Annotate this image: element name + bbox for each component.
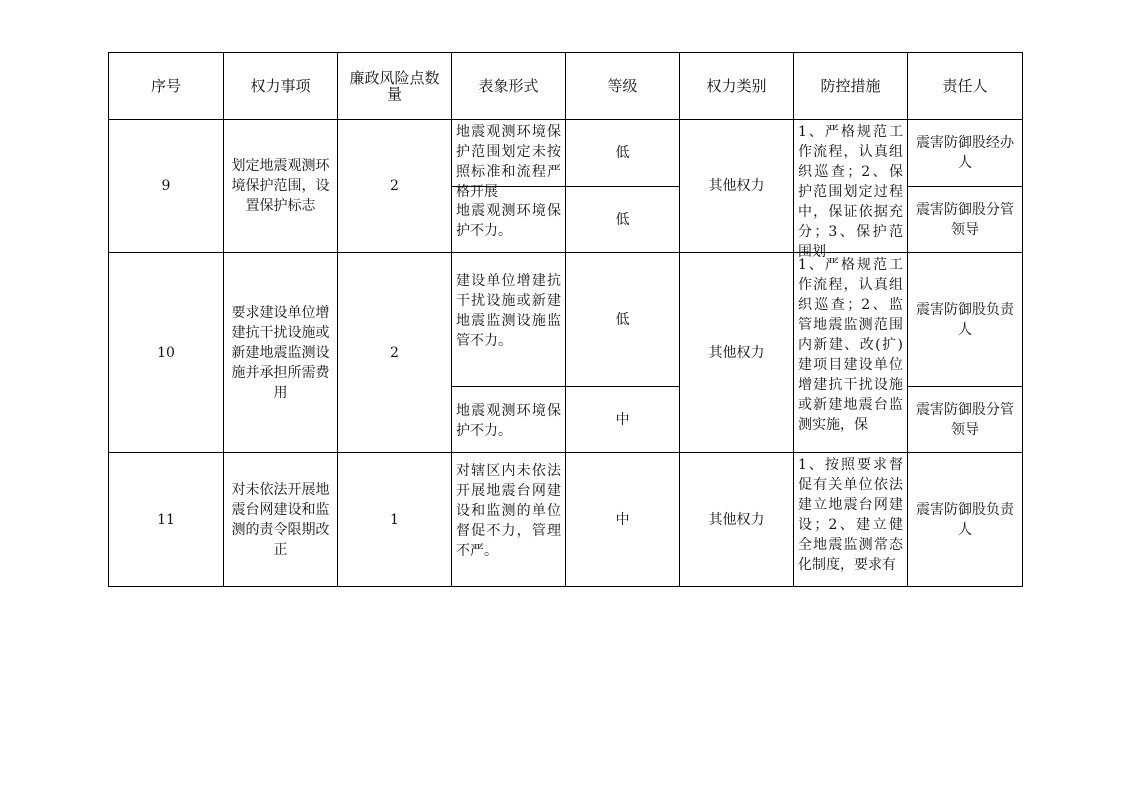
cell-person bbox=[908, 453, 1023, 587]
item-text: 对未依法开展地震台网建设和监测的责令限期改正 bbox=[231, 481, 330, 558]
cell-points bbox=[338, 120, 452, 253]
cell-form bbox=[452, 253, 566, 387]
cell-level bbox=[566, 253, 680, 387]
cell-person bbox=[908, 253, 1023, 387]
item-text: 要求建设单位增建抗干扰设施或新建地震监测设施并承担所需费用 bbox=[231, 304, 330, 401]
cell-points bbox=[338, 253, 452, 453]
header-category: 权力类别 bbox=[680, 53, 794, 120]
cell-seq bbox=[109, 453, 224, 587]
person-text: 震害防御股负责人 bbox=[916, 301, 1014, 338]
cell-form bbox=[452, 120, 566, 200]
cell-level bbox=[566, 453, 680, 587]
cell-person bbox=[908, 120, 1023, 187]
level-value: 低 bbox=[615, 211, 630, 228]
cell-form bbox=[452, 453, 566, 587]
measures-text: 1、严格规范工作流程，认真组织巡查；2、保护范围划定过程中，保证依据充分；3、保护范围划 bbox=[798, 124, 903, 260]
header-seq: 序号 bbox=[109, 53, 224, 120]
person-text: 震害防御股分管领导 bbox=[916, 201, 1014, 238]
cell-category bbox=[680, 253, 794, 453]
cell-item bbox=[224, 120, 338, 253]
cell-level bbox=[566, 120, 680, 187]
header-measures: 防控措施 bbox=[794, 53, 908, 120]
seq-value: 10 bbox=[157, 344, 175, 361]
measures-text: 1、严格规范工作流程，认真组织巡查；2、监管地震监测范围内新建、改(扩)建项目建设单位增建抗干扰设施或新建地震台监测实施，保 bbox=[798, 257, 903, 433]
cell-level bbox=[566, 387, 680, 453]
cell-item bbox=[224, 453, 338, 587]
header-level: 等级 bbox=[566, 53, 680, 120]
table-header-row bbox=[109, 53, 1023, 120]
cell-person bbox=[908, 187, 1023, 253]
item-text: 划定地震观测环境保护范围，设置保护标志 bbox=[231, 158, 330, 214]
form-text: 对辖区内未依法开展地震台网建设和监测的单位督促不力，管理不严。 bbox=[456, 463, 561, 559]
risk-table bbox=[108, 52, 1023, 587]
category-text: 其他权力 bbox=[708, 178, 765, 194]
header-person: 责任人 bbox=[908, 53, 1023, 120]
header-form: 表象形式 bbox=[452, 53, 566, 120]
form-text: 地震观测环境保护不力。 bbox=[456, 203, 561, 239]
cell-category bbox=[680, 120, 794, 253]
cell-level bbox=[566, 187, 680, 253]
level-value: 中 bbox=[615, 511, 630, 528]
cell-person bbox=[908, 387, 1023, 453]
table-row bbox=[109, 253, 1023, 387]
header-item: 权力事项 bbox=[224, 53, 338, 120]
cell-points bbox=[338, 453, 452, 587]
form-text: 地震观测环境保护范围划定未按照标准和流程严格开展 bbox=[456, 124, 561, 200]
level-value: 中 bbox=[615, 411, 630, 428]
person-text: 震害防御股经办人 bbox=[916, 135, 1014, 171]
table-row bbox=[109, 453, 1023, 587]
seq-value: 11 bbox=[157, 511, 175, 528]
category-text: 其他权力 bbox=[708, 511, 765, 528]
points-value: 2 bbox=[390, 178, 399, 194]
cell-measures bbox=[794, 253, 908, 453]
points-value: 1 bbox=[390, 511, 399, 528]
person-text: 震害防御股负责人 bbox=[916, 501, 1014, 538]
form-text: 建设单位增建抗干扰设施或新建地震监测设施监管不力。 bbox=[456, 273, 561, 349]
person-text: 震害防御股分管领导 bbox=[916, 401, 1014, 438]
form-text: 地震观测环境保护不力。 bbox=[456, 403, 561, 439]
cell-category bbox=[680, 453, 794, 587]
cell-form bbox=[452, 387, 566, 453]
points-value: 2 bbox=[390, 344, 399, 361]
cell-item bbox=[224, 253, 338, 453]
table-row bbox=[109, 120, 1023, 187]
cell-measures bbox=[794, 120, 908, 260]
seq-value: 9 bbox=[161, 178, 171, 194]
category-text: 其他权力 bbox=[708, 344, 765, 361]
cell-seq bbox=[109, 253, 224, 453]
header-points-label: 廉政风险点数量 bbox=[349, 69, 440, 103]
cell-seq bbox=[109, 120, 224, 253]
header-points bbox=[338, 53, 452, 120]
cell-measures bbox=[794, 453, 908, 587]
level-value: 低 bbox=[615, 311, 630, 328]
measures-text: 1、按照要求督促有关单位依法建立地震台网建设；2、建立健全地震监测常态化制度，要求有 bbox=[798, 457, 903, 573]
level-value: 低 bbox=[615, 145, 630, 161]
